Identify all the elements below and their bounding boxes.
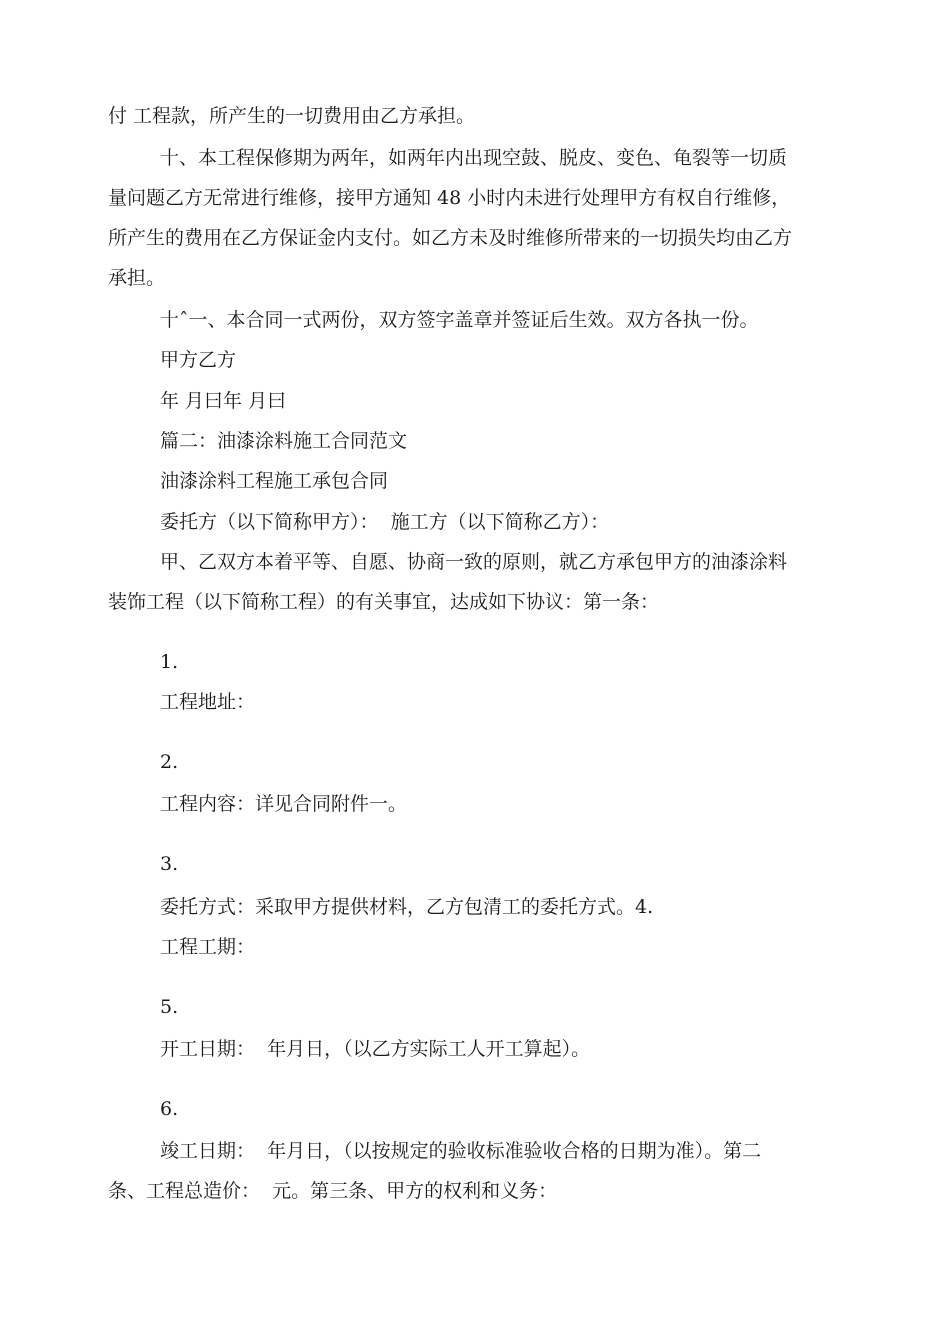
paragraph-line: 所产生的费用在乙方保证金内支付。如乙方未及时维修所带来的一切损失均由乙方: [108, 227, 793, 249]
signature-parties-line: 甲方乙方: [160, 349, 237, 371]
list-number: 1.: [160, 651, 179, 673]
list-item: 工程工期：: [160, 936, 256, 958]
list-item: 竣工日期： 年月日，（以按规定的验收标准验收合格的日期为准）。第二: [160, 1140, 762, 1162]
paragraph-line: 量问题乙方无常进行维修，接甲方通知 48 小时内未进行处理甲方有权自行维修，: [108, 187, 791, 209]
paragraph-line: 十ˆ一、本合同一式两份，双方签字盖章并签证后生效。双方各执一份。: [160, 309, 759, 331]
list-number: 3.: [160, 853, 179, 875]
list-number: 5.: [160, 996, 179, 1018]
list-number: 6.: [160, 1098, 179, 1120]
list-number: 2.: [160, 751, 179, 773]
signature-date-line: 年 月曰年 月曰: [160, 390, 287, 412]
contract-title: 油漆涂料工程施工承包合同: [160, 470, 389, 492]
list-item: 工程内容：详见合同附件一。: [160, 793, 408, 815]
paragraph-line: 付 工程款，所产生的一切费用由乙方承担。: [108, 105, 476, 127]
paragraph-line: 十、本工程保修期为两年，如两年内出现空鼓、脱皮、变色、龟裂等一切质: [160, 147, 788, 169]
section-heading: 篇二：油漆涂料施工合同范文: [160, 430, 408, 452]
paragraph-line: 甲、乙双方本着平等、自愿、协商一致的原则，就乙方承包甲方的油漆涂料: [160, 551, 788, 573]
paragraph-line: 承担。: [108, 267, 166, 289]
parties-line: 委托方（以下简称甲方）： 施工方（以下简称乙方）：: [160, 511, 610, 533]
list-item: 工程地址：: [160, 691, 256, 713]
paragraph-line: 条、工程总造价： 元。第三条、甲方的权利和义务：: [108, 1180, 558, 1202]
list-item: 开工日期： 年月日，（以乙方实际工人开工算起）。: [160, 1038, 591, 1060]
paragraph-line: 装饰工程（以下简称工程）的有关事宜，达成如下协议：第一条：: [108, 591, 660, 613]
list-item: 委托方式：采取甲方提供材料，乙方包清工的委托方式。4.: [160, 896, 654, 918]
